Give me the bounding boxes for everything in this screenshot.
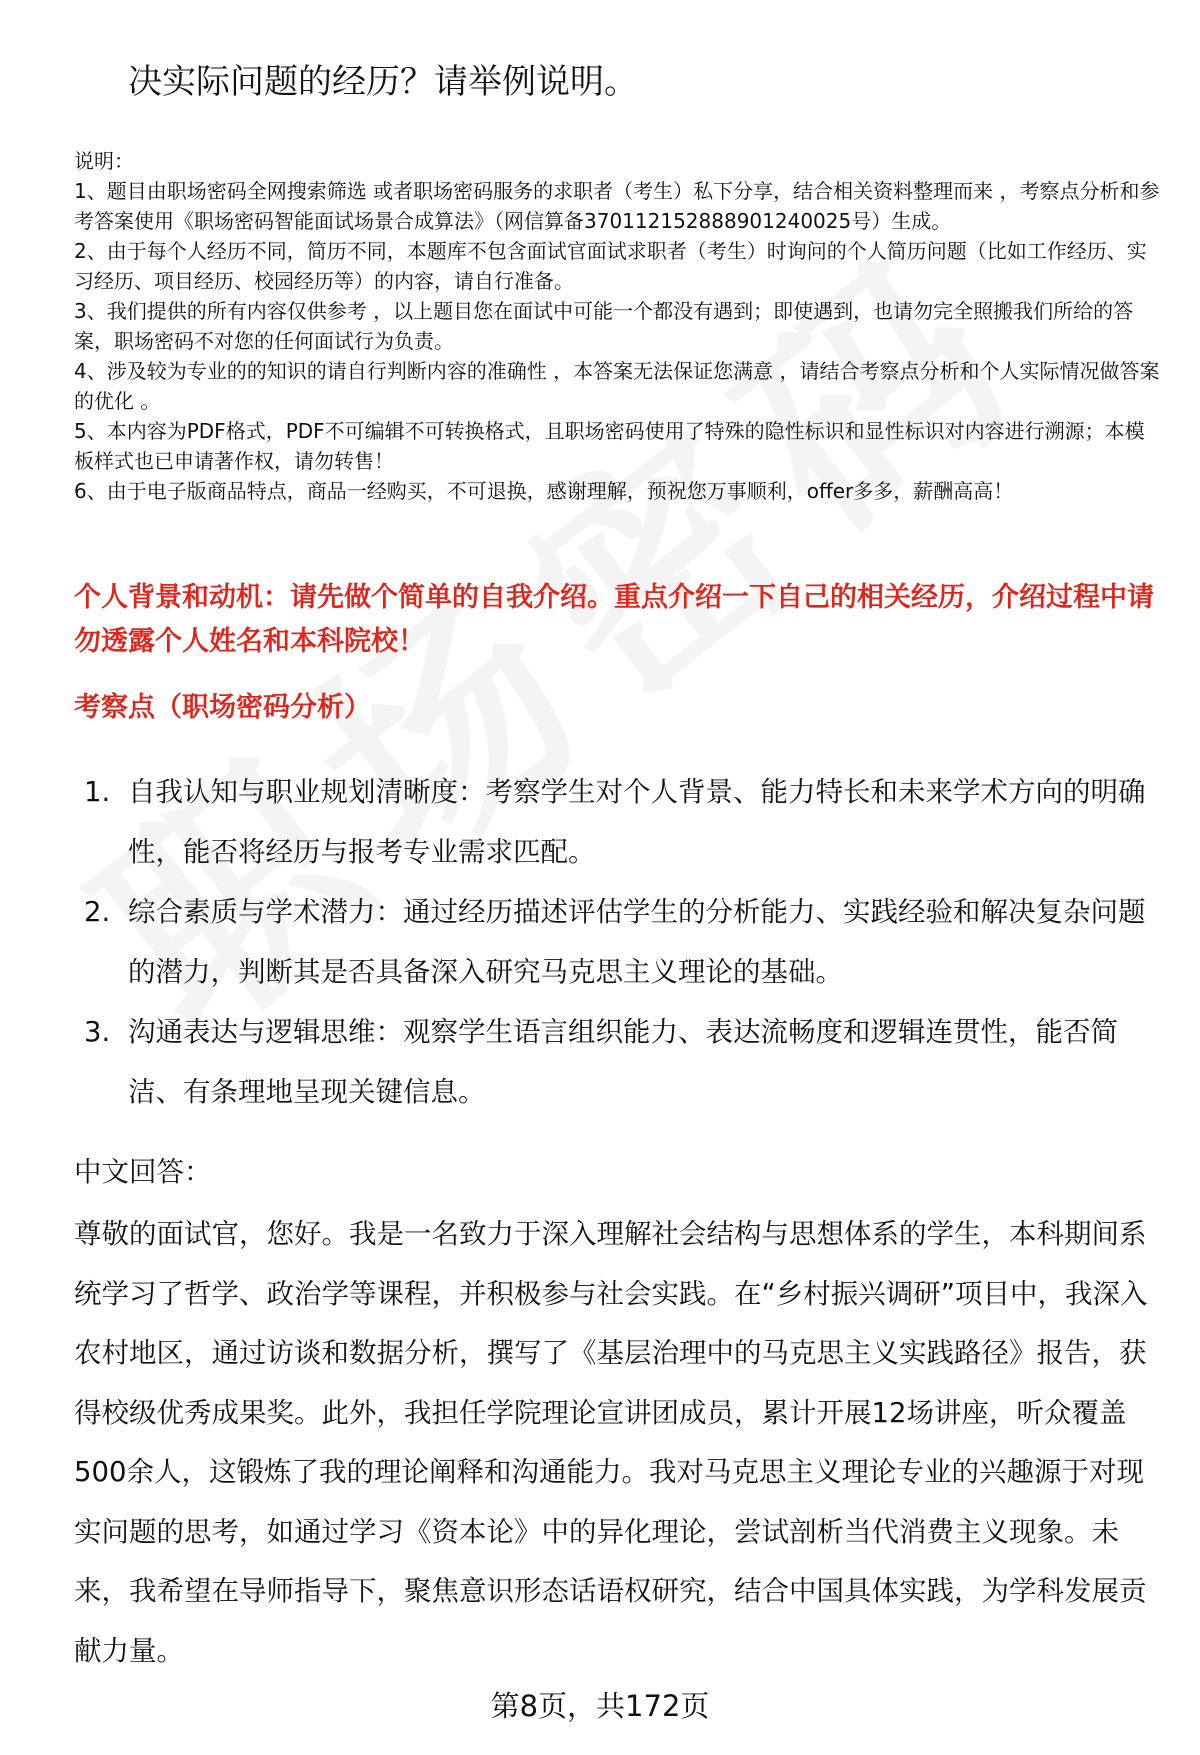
analysis-points-list — [84, 762, 1160, 1122]
note-item: 4、涉及较为专业的的知识的请自行判断内容的准确性 ，本答案无法保证您满意 ，请结合考察点分析和个人实际情况做答案的优化 。 — [74, 359, 1160, 413]
notes-heading: 说明： — [74, 149, 134, 173]
analysis-point — [84, 1002, 1160, 1122]
point-number: 2. — [84, 896, 111, 928]
point-text: 沟通表达与逻辑思维：观察学生语言组织能力、表达流畅度和逻辑连贯性，能否简洁、有条理地呈现关键信息。 — [128, 1016, 1118, 1108]
point-number: 3. — [84, 1016, 111, 1048]
note-item: 1、题目由职场密码全网搜索筛选 或者职场密码服务的求职者（考生）私下分享，结合相关资料整理而来 ，考察点分析和参考答案使用《职场密码智能面试场景合成算法》（网信算备370112152888901240025号）生成。 — [74, 179, 1160, 233]
analysis-point — [84, 762, 1160, 882]
question-continuation: 决实际问题的经历？请举例说明。 — [128, 62, 638, 102]
page-number: 第8页，共172页 — [490, 1689, 710, 1723]
disclaimer-notes — [74, 146, 1160, 506]
point-text: 自我认知与职业规划清晰度：考察学生对个人背景、能力特长和未来学术方向的明确性，能否将经历与报考专业需求匹配。 — [128, 776, 1146, 868]
point-number: 1. — [84, 776, 111, 808]
point-text: 综合素质与学术潜力：通过经历描述评估学生的分析能力、实践经验和解决复杂问题的潜力，判断其是否具备深入研究马克思主义理论的基础。 — [128, 896, 1146, 988]
note-item: 6、由于电子版商品特点，商品一经购买，不可退换，感谢理解，预祝您万事顺利，offer多多，薪酬高高！ — [74, 479, 1014, 503]
analysis-heading: 考察点（职场密码分析） — [74, 692, 371, 723]
answer-label: 中文回答： — [74, 1156, 212, 1188]
question-title: 个人背景和动机：请先做个简单的自我介绍。重点介绍一下自己的相关经历，介绍过程中请勿透露个人姓名和本科院校！ — [74, 582, 1154, 657]
note-item: 5、本内容为PDF格式，PDF不可编辑不可转换格式，且职场密码使用了特殊的隐性标识和显性标识对内容进行溯源；本模板样式也已申请著作权，请勿转售！ — [74, 419, 1145, 473]
analysis-point — [84, 882, 1160, 1002]
note-item: 2、由于每个人经历不同，简历不同，本题库不包含面试官面试求职者（考生）时询问的个人简历问题（比如工作经历、实习经历、项目经历、校园经历等）的内容，请自行准备。 — [74, 239, 1147, 293]
answer-text: 尊敬的面试官，您好。我是一名致力于深入理解社会结构与思想体系的学生，本科期间系统学习了哲学、政治学等课程，并积极参与社会实践。在“乡村振兴调研”项目中，我深入农村地区，通过访谈和数据分析，撰写了《基层治理中的马克思主义实践路径》报告，获得校级优秀成果奖。此外，我担任学院理论宣讲团成员，累计开展12场讲座，听众覆盖500余人，这锻炼了我的理论阐释和沟通能力。我对马克思主义理论专业的兴趣源于对现实问题的思考，如通过学习《资本论》中的异化理论，尝试剖析当代消费主义现象。未来，我希望在导师指导下，聚焦意识形态话语权研究，结合中国具体实践，为学科发展贡献力量。 — [74, 1218, 1148, 1667]
note-item: 3、我们提供的所有内容仅供参考 ，以上题目您在面试中可能一个都没有遇到；即使遇到，也请勿完全照搬我们所给的答案，职场密码不对您的任何面试行为负责。 — [74, 299, 1134, 353]
